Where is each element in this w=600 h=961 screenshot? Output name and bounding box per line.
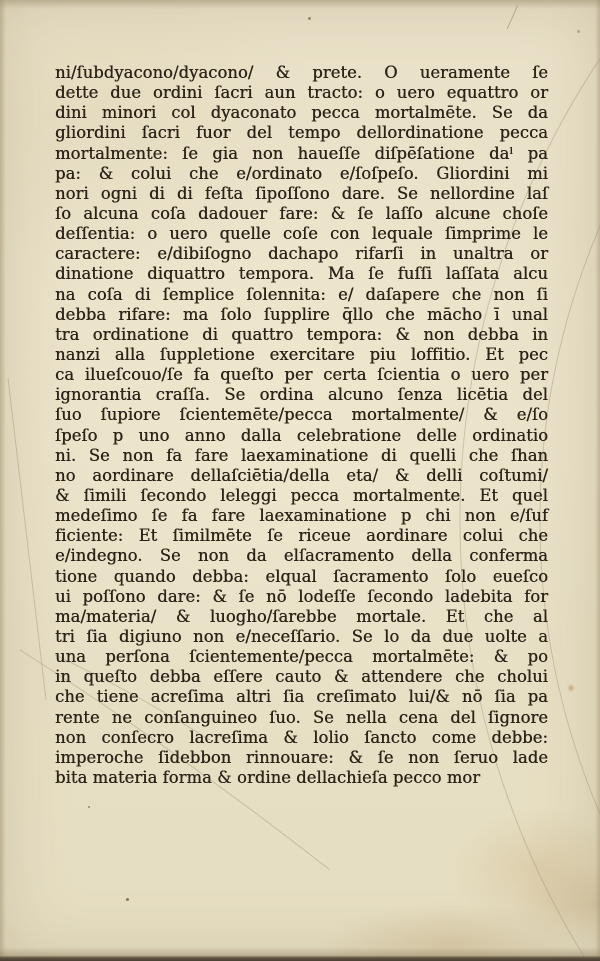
text-line: ca ilueſcouo/ſe fa queſto per certa ſcientia o uero per [55,365,548,385]
text-line: debba rifare: ma ſolo ſupplire q̄llo che mācho ī unal [55,304,548,324]
text-line: ſuo ſupiore ſcientemēte/pecca mortalmente/ & e/ſo [55,405,548,425]
text-line: che tiene acreſima altri ſia creſimato lui/& nō ſia pa [55,687,548,707]
text-line: ſo alcuna coſa dadouer fare: & ſe laſſo alcune choſe [55,203,548,223]
text-line: dette due ordini ſacri aun tracto: o uero equattro or [55,83,548,103]
text-line: tri ſia digiuno non e/neceſſario. Se lo da due uolte a [55,626,548,646]
text-line: tra ordinatione di quattro tempora: & non debba in [55,324,548,344]
text-line: dini minori col dyaconato pecca mortalmēte. Se da [55,103,548,123]
text-line: ni/ſubdyacono/dyacono/ & prete. O ueramente ſe [55,63,548,82]
text-line: dinatione diquattro tempora. Ma ſe fuſſi laſſata alcu [55,264,548,284]
text-line: mortalmente: ſe gia non haueſſe diſpēſatione daˡ pa [55,143,548,163]
text-line: tione quando debba: elqual ſacramento ſolo eueſco [55,566,548,586]
text-line: medeſimo ſe fa fare laexaminatione p chi non e/ſuf [55,506,548,526]
speck [577,30,580,33]
text-line: ui poſſono dare: & ſe nō lodeſſe ſecondo ladebita for [55,586,548,606]
text-line: ma/materia/ & luogho/ſarebbe mortale. Et che al [55,606,548,626]
text-line: non conſecro lacreſima & lolio ſancto come debbe: [55,727,548,747]
text-block [55,63,548,788]
text-line: ignorantia craſſa. Se ordina alcuno ſenza licētia del [55,385,548,405]
text-line: deſſentia: o uero quelle coſe con lequale ſimprime le [55,224,548,244]
text-line: nori ogni di di feſta ſipoſſono dare. Se nellordine laſ [55,183,548,203]
text-line: ſpeſo p uno anno dalla celebratione delle ordinatio [55,425,548,445]
text-line: pa: & colui che e/ordinato e/ſoſpeſo. Gliordini mi [55,163,548,183]
text-line: imperoche ſidebbon rinnouare: & ſe non ſeruo lade [55,747,548,767]
left-margin-crease [8,378,46,700]
text-line: bita materia forma & ordine dellachieſa pecco mor [55,767,481,787]
text-line: na coſa di ſemplice ſolennita: e/ daſapere che non ſi [55,284,548,304]
text-line: e/indegno. Se non da elſacramento della conferma [55,546,548,566]
stamp-inner-ring [540,0,600,961]
text-line: una perſona ſcientemente/pecca mortalmēte: & po [55,647,548,667]
text-line: rente ne conſanguineo ſuo. Se nella cena del ſignore [55,707,548,727]
text-line: caractere: e/dibiſogno dachapo rifarſi in unaltra or [55,244,548,264]
speck [126,898,129,901]
text-line: in queſto debba eſſere cauto & attendere che cholui [55,667,548,687]
text-line: & ſimili ſecondo leleggi pecca mortalmente. Et quel [55,485,548,505]
text-line: ficiente: Et ſimilmēte ſe riceue aordinare colui che [55,526,548,546]
speck [88,806,90,808]
speck [308,17,311,20]
text-line: nanzi alla ſuppletione exercitare piu loffitio. Et pec [55,344,548,364]
text-line: gliordini ſacri fuor del tempo dellordinatione pecca [55,123,548,143]
text-line: no aordinare dellaſciētia/della eta/ & delli coſtumi/ [55,465,548,485]
text-line: ni. Se non fa fare laexaminatione di quelli che ſhan [55,445,548,465]
